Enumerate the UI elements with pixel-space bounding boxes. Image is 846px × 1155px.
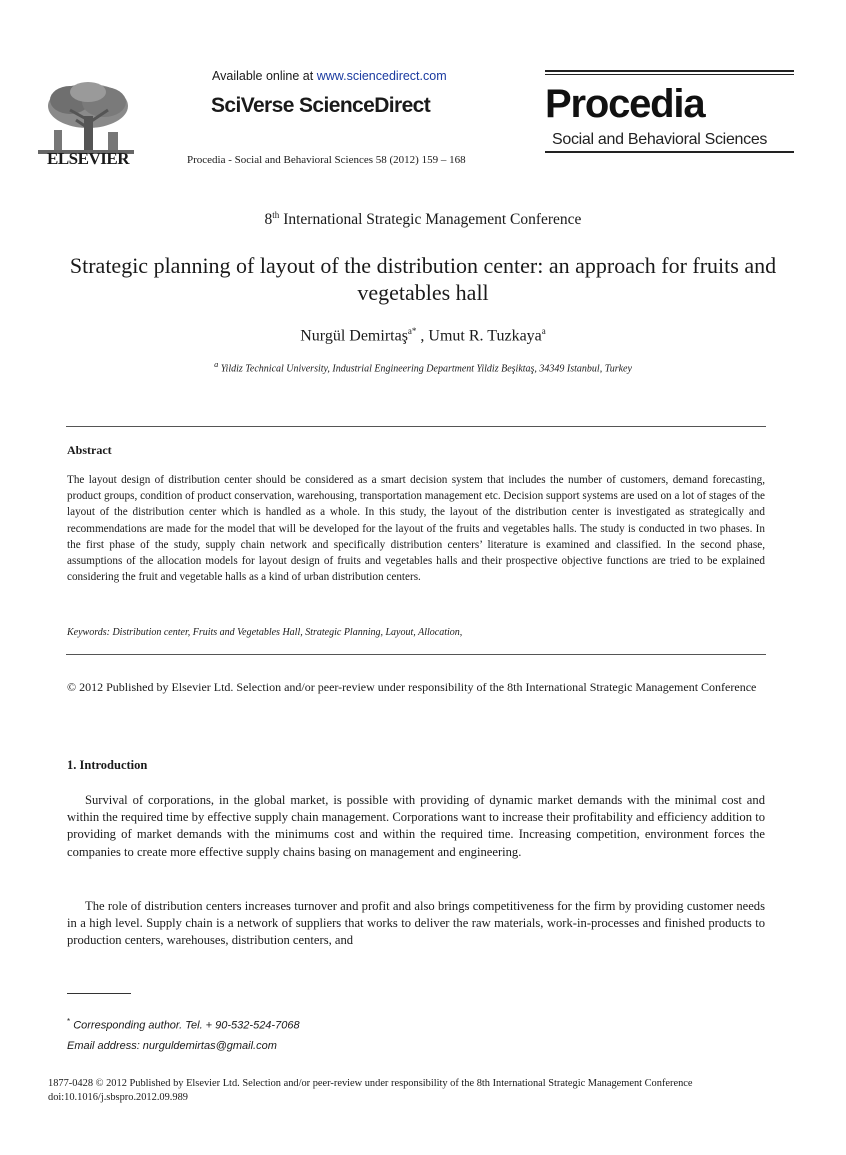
conference-name: International Strategic Management Conference	[283, 211, 582, 229]
affiliation-marker: a	[214, 360, 219, 369]
procedia-logo-title: Procedia	[545, 82, 705, 126]
conference-line	[0, 210, 846, 229]
author-separator: ,	[416, 327, 429, 345]
elsevier-wordmark: ELSEVIER	[47, 149, 129, 168]
conference-ordinal-suffix: th	[272, 210, 280, 220]
abstract-top-rule	[66, 426, 766, 427]
author-name: Nurgül Demirtaş	[300, 327, 408, 345]
issn-footer: 1877-0428 © 2012 Published by Elsevier Ltd. Selection and/or peer-review under responsibility of the 8th International Strategic Management Conference	[48, 1078, 693, 1089]
introduction-heading: 1. Introduction	[67, 758, 148, 772]
email-footnote: Email address: nurguldemirtas@gmail.com	[67, 1040, 277, 1052]
available-online-label: Available online at	[212, 69, 314, 83]
keywords-line: Keywords: Distribution center, Fruits and Vegetables Hall, Strategic Planning, Layout, Allocation,	[67, 627, 463, 638]
introduction-paragraph: Survival of corporations, in the global market, is possible with providing of dynamic market demands with the minimal cost and within the required time by effective supply chain management. Corporations want to increase their profitability and efficiency addition to providing of market demands with the minimums cost and within the required time. Increasing competition, environment forces the companies to create more effective supply chains basing on management and engineering.	[67, 793, 765, 859]
available-online-line	[212, 69, 447, 83]
doi-footer[interactable]: doi:10.1016/j.sbspro.2012.09.989	[48, 1092, 188, 1103]
corresponding-author-footnote	[67, 1017, 300, 1032]
abstract-body: The layout design of distribution center should be considered as a smart decision system that includes the number of customers, demand forecasting, product groups, condition of product conservation, warehousing, transportation management etc. Decision support systems are used on a lot of stages of the layout of the distribution center which is handled as a whole. In this study, the layout of the distribution center is investigated as strategically and recommendations are made for the model that will be developed for the layout of the fruits and vegetables halls. The study is conducted in two phases. In the first phase of the study, supply chain network and specifically distribution centers’ literature is examined and classified. In the second phase, assumptions of the allocation models for layout design of fruits and vegetables halls and their prospective objective functions are tried to be explained considering the fruit and vegetable halls as a kind of urban distribution centers.	[67, 474, 765, 584]
procedia-rule-top	[545, 70, 794, 72]
affiliation-text: Yildiz Technical University, Industrial Engineering Department Yildiz Beşiktaş, 34349 Istanbul, Turkey	[220, 363, 632, 375]
affiliation	[0, 360, 846, 374]
journal-reference: Procedia - Social and Behavioral Sciences 58 (2012) 159 – 168	[187, 154, 466, 166]
abstract-heading: Abstract	[67, 443, 112, 457]
sciverse-sciencedirect-logo: SciVerse ScienceDirect	[211, 94, 431, 117]
abstract-bottom-rule	[66, 654, 766, 655]
procedia-rule-top-thin	[545, 74, 794, 75]
author-affiliation-marker: a*	[407, 326, 417, 336]
author-list	[0, 326, 846, 345]
copyright-notice: © 2012 Published by Elsevier Ltd. Selection and/or peer-review under responsibility of the 8th International Strategic Management Conference	[67, 680, 757, 694]
corresponding-author-text: Corresponding author. Tel. + 90-532-524-7068	[73, 1019, 300, 1032]
footnote-marker: *	[67, 1017, 71, 1026]
author-affiliation-marker: a	[541, 326, 546, 336]
conference-ordinal: 8	[264, 211, 273, 229]
sciencedirect-link[interactable]: www.sciencedirect.com	[316, 69, 447, 83]
procedia-logo-subtitle: Social and Behavioral Sciences	[552, 131, 768, 148]
author-name: Umut R. Tuzkaya	[428, 327, 542, 345]
footnote-rule	[67, 993, 131, 994]
paper-title: Strategic planning of layout of the distribution center: an approach for fruits and vegetables hall	[69, 253, 777, 305]
introduction-paragraph: The role of distribution centers increases turnover and profit and also brings competitiveness for the firm by providing customer needs in a high level. Supply chain is a network of suppliers that works to deliver the raw materials, work-in-processes and finished products to production centers, warehouses, distribution centers, and	[67, 899, 765, 948]
procedia-rule-bottom	[545, 151, 794, 153]
